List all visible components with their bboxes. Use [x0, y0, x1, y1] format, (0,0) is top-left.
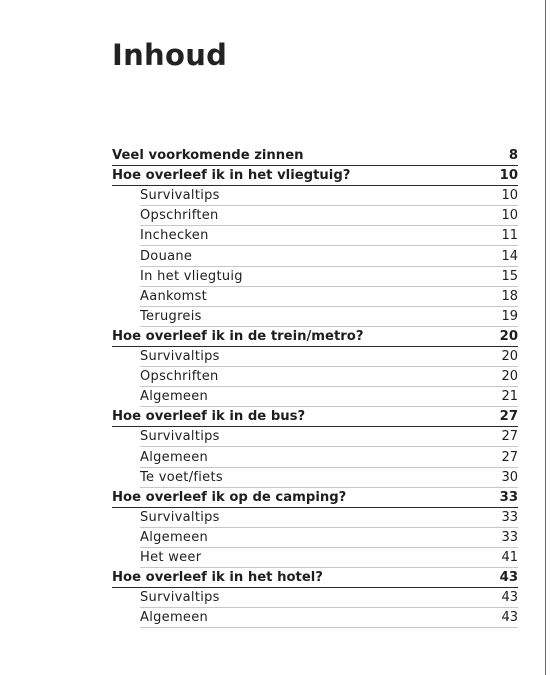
- toc-entry-page: 33: [499, 489, 518, 505]
- toc-entry-page: 10: [499, 168, 518, 184]
- toc-entry-label: Het weer: [140, 549, 202, 565]
- toc-sub-entry: [140, 588, 518, 608]
- toc-entry-page: 10: [501, 208, 518, 224]
- toc-entry-label: Douane: [140, 248, 193, 264]
- toc-entry-label: Opschriften: [140, 208, 219, 224]
- toc-entry-label: Hoe overleef ik op de camping?: [112, 489, 347, 505]
- toc-entry-label: Algemeen: [140, 389, 209, 405]
- toc-entry-label: Hoe overleef ik in het vliegtuig?: [112, 168, 351, 184]
- table-of-contents: [112, 146, 518, 628]
- toc-entry-label: Survivaltips: [140, 590, 220, 606]
- toc-entry-page: 27: [501, 429, 518, 445]
- toc-entry-label: Hoe overleef ik in de bus?: [112, 409, 306, 425]
- toc-entry-page: 20: [501, 369, 518, 385]
- toc-sub-entry: [140, 548, 518, 568]
- toc-entry-page: 11: [501, 228, 518, 244]
- toc-sub-entry: [140, 186, 518, 206]
- toc-entry-page: 43: [499, 570, 518, 586]
- toc-sub-entry: [140, 608, 518, 628]
- toc-sub-entry: [140, 287, 518, 307]
- toc-entry-page: 43: [501, 590, 518, 606]
- page-edge-line: [545, 0, 546, 675]
- toc-sub-entry: [140, 226, 518, 246]
- toc-entry-page: 43: [501, 610, 518, 626]
- toc-sub-entry: [140, 367, 518, 387]
- toc-entry-page: 8: [508, 148, 518, 164]
- toc-entry-page: 20: [499, 328, 518, 344]
- toc-entry-label: Hoe overleef ik in de trein/metro?: [112, 328, 364, 344]
- toc-sub-entry: [140, 307, 518, 327]
- toc-sub-entry: [140, 427, 518, 447]
- toc-entry-page: 19: [501, 308, 518, 324]
- toc-entry-page: 10: [501, 188, 518, 204]
- toc-sub-entry: [140, 347, 518, 367]
- toc-entry-label: In het vliegtuig: [140, 268, 243, 284]
- toc-entry-page: 15: [501, 268, 518, 284]
- toc-entry-label: Inchecken: [140, 228, 209, 244]
- toc-entry-page: 33: [501, 529, 518, 545]
- toc-entry-page: 20: [501, 349, 518, 365]
- toc-entry-page: 18: [501, 288, 518, 304]
- toc-entry-page: 27: [501, 449, 518, 465]
- toc-sub-entry: [140, 246, 518, 266]
- toc-sub-entry: [140, 528, 518, 548]
- toc-sub-entry: [140, 468, 518, 488]
- toc-section-entry: [112, 568, 518, 588]
- toc-entry-label: Survivaltips: [140, 429, 220, 445]
- toc-section-entry: [112, 488, 518, 508]
- toc-entry-label: Veel voorkomende zinnen: [112, 148, 304, 164]
- toc-sub-entry: [140, 267, 518, 287]
- toc-entry-label: Survivaltips: [140, 509, 220, 525]
- toc-entry-page: 27: [499, 409, 518, 425]
- toc-entry-label: Survivaltips: [140, 349, 220, 365]
- toc-sub-entry: [140, 447, 518, 467]
- toc-entry-label: Aankomst: [140, 288, 208, 304]
- toc-section-entry: [112, 407, 518, 427]
- toc-section-entry: [112, 146, 518, 166]
- toc-entry-label: Survivaltips: [140, 188, 220, 204]
- toc-sub-entry: [140, 508, 518, 528]
- toc-entry-label: Terugreis: [140, 308, 202, 324]
- toc-sub-entry: [140, 387, 518, 407]
- toc-entry-label: Algemeen: [140, 610, 209, 626]
- toc-entry-label: Opschriften: [140, 369, 219, 385]
- toc-entry-page: 41: [501, 549, 518, 565]
- toc-entry-label: Te voet/fiets: [140, 469, 223, 485]
- toc-section-entry: [112, 327, 518, 347]
- toc-entry-page: 14: [501, 248, 518, 264]
- toc-entry-label: Algemeen: [140, 449, 209, 465]
- toc-section-entry: [112, 166, 518, 186]
- page-title: Inhoud: [112, 38, 228, 72]
- toc-entry-label: Hoe overleef ik in het hotel?: [112, 570, 323, 586]
- toc-entry-page: 30: [501, 469, 518, 485]
- toc-entry-page: 21: [501, 389, 518, 405]
- toc-sub-entry: [140, 206, 518, 226]
- toc-entry-label: Algemeen: [140, 529, 209, 545]
- toc-entry-page: 33: [501, 509, 518, 525]
